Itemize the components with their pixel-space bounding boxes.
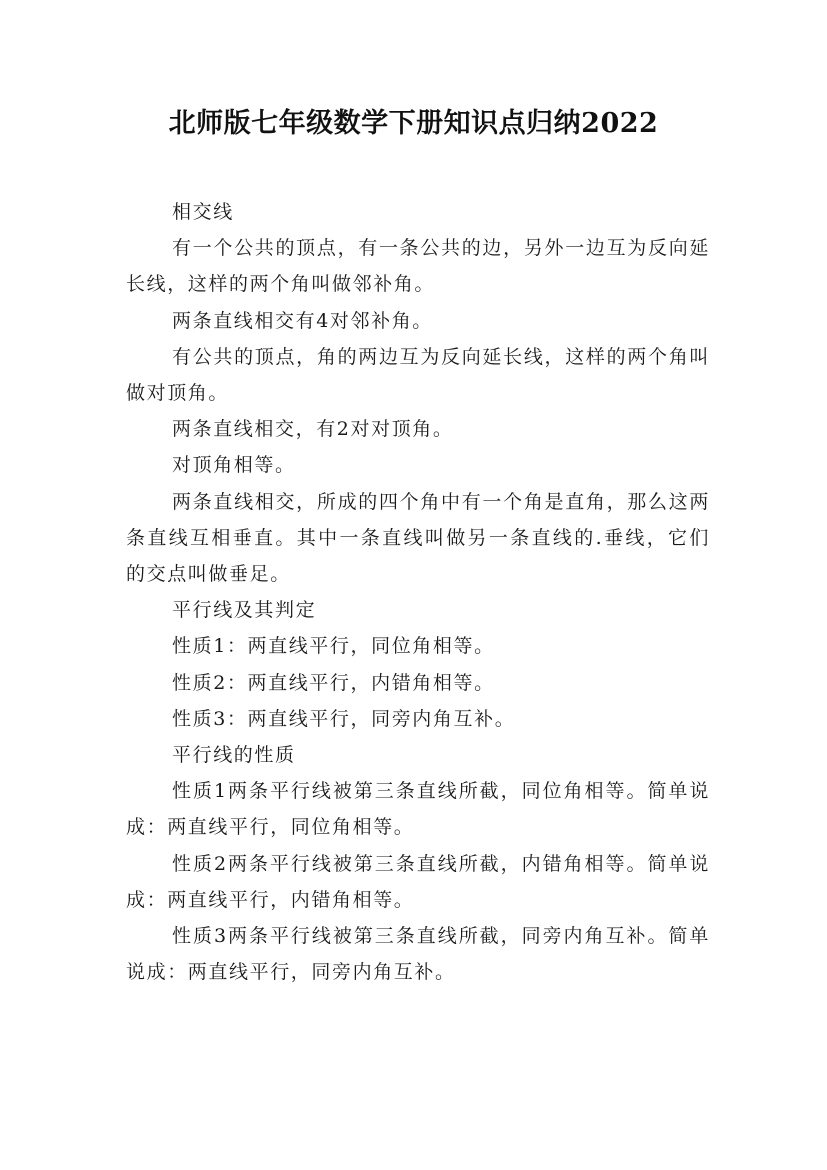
paragraph-section-heading-intersecting-lines: 相交线 xyxy=(172,201,234,223)
paragraph-adjacent-supplementary-count: 两条直线相交有4对邻补角。 xyxy=(172,309,433,332)
paragraph-property-2: 性质2：两直线平行，内错角相等。 xyxy=(172,671,495,694)
paragraph-property-3: 性质3：两直线平行，同旁内角互补。 xyxy=(172,707,516,730)
document-title: 北师版七年级数学下册知识点归纳2022 xyxy=(168,108,659,139)
document-body xyxy=(126,194,710,990)
paragraph-perpendicular-definition: 两条直线相交，所成的四个角中有一个角是直角，那么这两条直线互相垂直。其中一条直线叫做另一条直线的.垂线，它们的交点叫做垂足。 xyxy=(126,490,710,586)
paragraph-adjacent-supplementary-definition: 有一个公共的顶点，有一条公共的边，另外一边互为反向延长线，这样的两个角叫做邻补角。 xyxy=(126,237,710,296)
paragraph-vertical-angles-count: 两条直线相交，有2对对顶角。 xyxy=(172,418,454,441)
paragraph-parallel-property-1: 性质1两条平行线被第三条直线所截，同位角相等。简单说成：两直线平行，同位角相等。 xyxy=(126,780,710,839)
paragraph-section-heading-parallel-criteria: 平行线及其判定 xyxy=(172,599,317,622)
paragraph-property-1: 性质1：两直线平行，同位角相等。 xyxy=(172,635,495,658)
paragraph-vertical-angles-equal: 对顶角相等。 xyxy=(172,454,296,477)
paragraph-section-heading-parallel-properties: 平行线的性质 xyxy=(172,744,296,767)
paragraph-parallel-property-2: 性质2两条平行线被第三条直线所截，内错角相等。简单说成：两直线平行，内错角相等。 xyxy=(126,852,710,911)
paragraph-parallel-property-3: 性质3两条平行线被第三条直线所截，同旁内角互补。简单说成：两直线平行，同旁内角互补。 xyxy=(126,925,710,984)
paragraph-vertical-angles-definition: 有公共的顶点，角的两边互为反向延长线，这样的两个角叫做对顶角。 xyxy=(126,345,710,405)
